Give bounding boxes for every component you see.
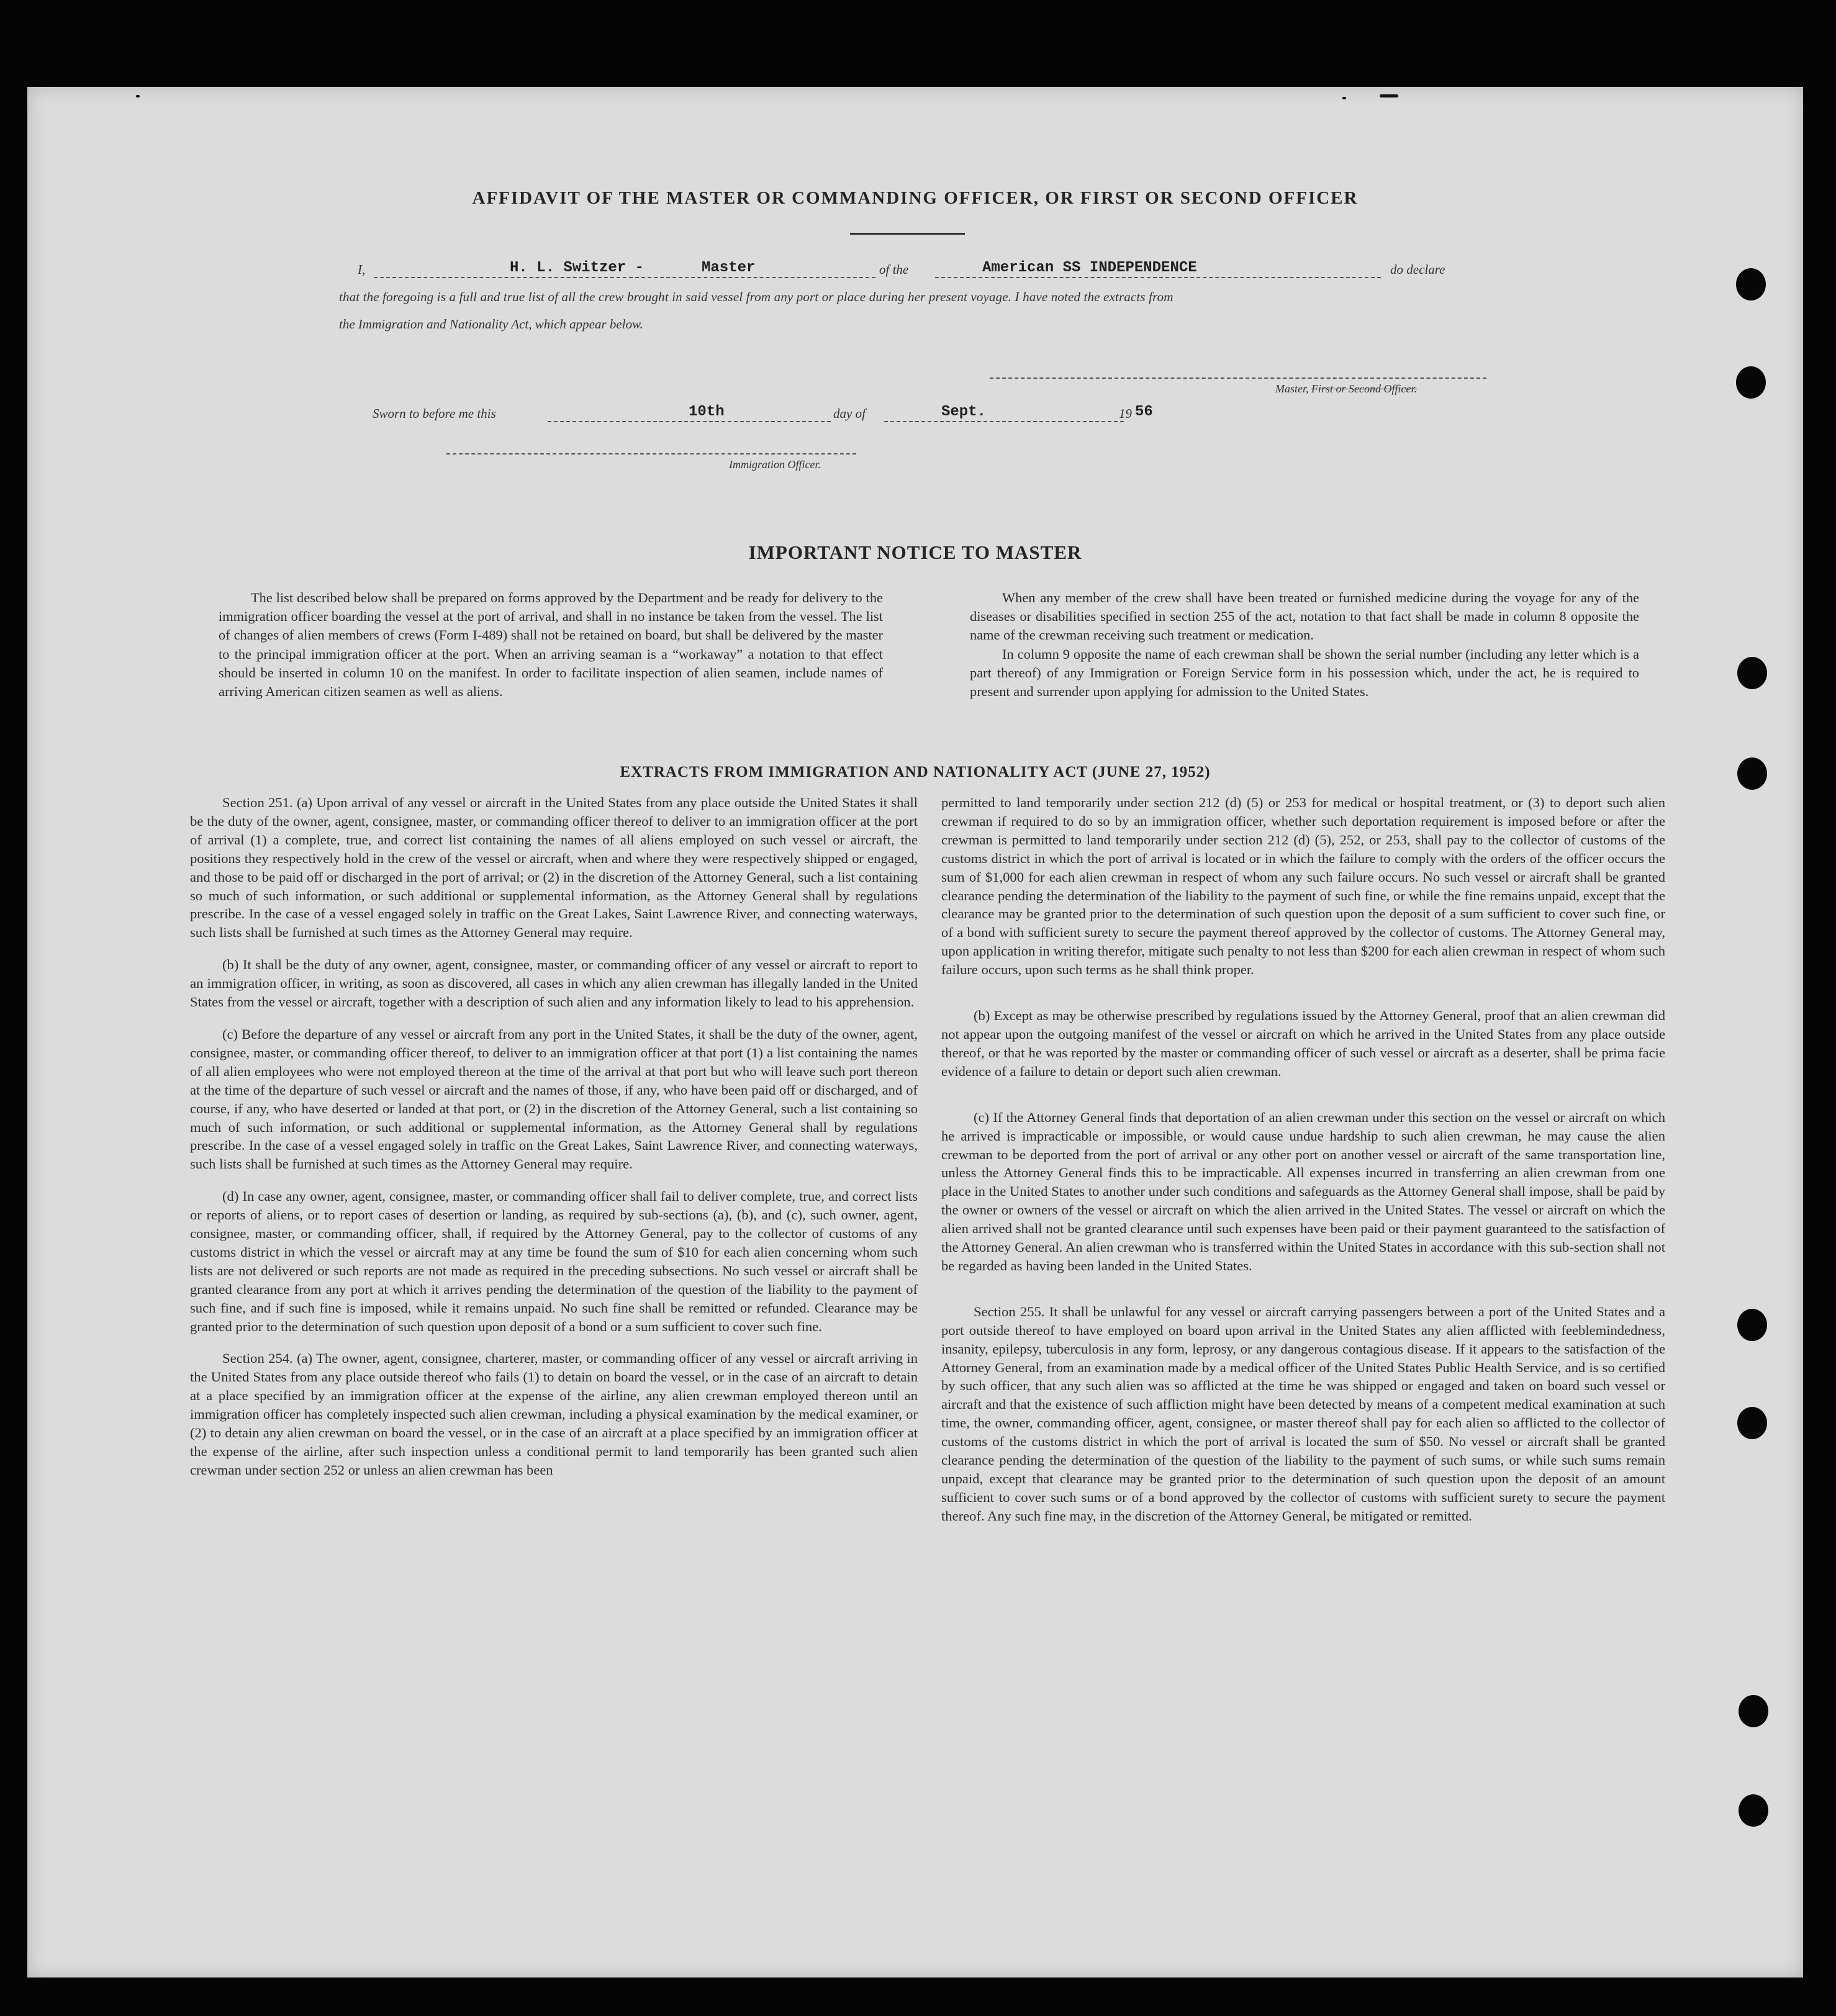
- scan-speck: [1380, 94, 1398, 97]
- notice-title: IMPORTANT NOTICE TO MASTER: [748, 541, 1082, 563]
- master-rank: Master: [702, 260, 756, 276]
- affidavit-title: AFFIDAVIT OF THE MASTER OR COMMANDING OFFICER, OR FIRST OR SECOND OFFICER: [472, 188, 1359, 208]
- notice-right-paragraph-1: When any member of the crew shall have been treated or furnished medicine during the voyage for any of the diseases or disabilities specified in section 255 of the act, notation to that fact shall be made in column 8 opposite the name of the crewman receiving such treatment or medication.: [970, 590, 1639, 643]
- vessel-line: [935, 277, 1381, 278]
- affidavit-line-2: that the foregoing is a full and true list of all the crew brought in said vessel from any port or place during her present voyage. I have noted the extracts from: [339, 289, 1174, 304]
- title-underline: [850, 233, 965, 235]
- day-of-label: day of: [833, 406, 866, 421]
- punch-hole: [1739, 1695, 1768, 1727]
- sworn-day: 10th: [689, 404, 725, 420]
- section-251-d: (d) In case any owner, agent, consignee, master, or commanding officer shall fail to deliver complete, true, and correct lists or reports of aliens, or to report cases of desertion or landing, as required by sub-sections (a), (b), and (c), such owner, agent, consignee, master, or commanding officer, shall, if required by the Attorney General, pay to the collector of customs of any customs district in which the vessel or aircraft may at any time be found the sum of $10 for each alien concerning whom such lists are not delivered or such reports are not made as required in the preceding subsections. No such vessel or aircraft shall be granted clearance from any port at which it arrives pending the determination of the question of the liability to the payment of such fine, and if such fine is imposed, while it remains unpaid. No such fine shall be remitted or refunded. Clearance may be granted prior to the determination of such question upon deposit of a bond or a sum sufficient to cover such fine.: [190, 1188, 918, 1334]
- section-254-a-continued: permitted to land temporarily under section 212 (d) (5) or 253 for medical or hospital treatment, or (3) to deport such alien crewman if required to do so by an immigration officer, whether such deportation requirement is imposed before or after the crewman is permitted to land temporarily under section 212 (d) (5), 252, or 253, shall pay to the collector of customs of the customs district in which the port of arrival is located or in which the failure to comply with the orders of the officer occurs the sum of $1,000 for each alien crewman in respect of whom any such failure occurs. No such vessel or aircraft shall be granted clearance pending the determination of the liability to the payment of such fine, or while the fine remains unpaid, except that the clearance may be granted prior to the determination of such question upon the deposit of a sum sufficient to cover such fine, or of a bond with sufficient surety to secure the payment thereof approved by the collector of customs. The Attorney General may, upon application in writing therefor, mitigate such penalty to not less than $200 for each alien crewman in respect of whom such failure occurs, upon such terms as he shall think proper.: [941, 795, 1665, 978]
- immigration-officer-line: [446, 453, 856, 454]
- do-declare-label: do declare: [1390, 262, 1445, 277]
- i-label: I,: [358, 262, 366, 277]
- section-251-b: (b) It shall be the duty of any owner, agent, consignee, master, or commanding officer of any vessel or aircraft to report to an immigration officer, in writing, as soon as discovered, all cases in which any alien crewman has illegally landed in the United States from the vessel or aircraft, together with a description of such alien and any information likely to lead to his apprehension.: [190, 957, 918, 1010]
- day-line: [548, 421, 831, 422]
- year-prefix: 19: [1119, 406, 1132, 421]
- punch-hole: [1736, 268, 1766, 301]
- of-the-label: of the: [879, 262, 909, 277]
- section-254-a: Section 254. (a) The owner, agent, consignee, charterer, master, or commanding officer of any vessel or aircraft arriving in the United States from any place outside thereof who fails (1) to detain on board the vessel, or in the case of an aircraft to detain at a place specified by an immigration officer at the expense of the airline, any alien crewman employed thereon until an immigration officer has completely inspected such alien crewman, including a physical examination by the medical examiner, or (2) to detain any alien crewman on board the vessel, or in the case of an aircraft at a place specified by an immigration officer at the expense of the airline, after such inspection unless a conditional permit to land temporarily has been granted such alien crewman under section 252 or unless an alien crewman has been: [190, 1350, 918, 1478]
- notice-left-paragraph: The list described below shall be prepared on forms approved by the Department and be ready for delivery to the immigration officer boarding the vessel at the port of arrival, and shall in no instance be taken from the vessel. The list of changes of alien members of crews (Form I-489) shall not be retained on board, but shall be delivered by the master to the principal immigration officer at the port. When an arriving seaman is a “workaway” a notation to that effect should be inserted in column 10 on the manifest. In order to facilitate inspection of alien seamen, include names of arriving American citizen seamen as well as aliens.: [219, 590, 883, 700]
- extracts-left-column: [190, 793, 918, 1480]
- master-signature-line: [990, 377, 1486, 379]
- name-rank-line: [374, 277, 875, 278]
- master-signature-caption: [1275, 382, 1417, 396]
- punch-hole: [1737, 657, 1767, 689]
- notice-right-column: [970, 589, 1639, 701]
- punch-hole: [1737, 1407, 1767, 1439]
- sworn-month: Sept.: [941, 404, 987, 420]
- section-255: Section 255. It shall be unlawful for any vessel or aircraft carrying passengers between a port of the United States and a port outside thereof to have employed on board upon arrival in the United States any alien afflicted with feeblemindedness, insanity, epilepsy, tuberculosis in any form, leprosy, or any dangerous contagious disease. If it appears to the satisfaction of the Attorney General, from an examination made by a medical officer of the United States Public Health Service, and is so certified by such officer, that any such alien was so afflicted at the time he was shipped or engaged and taken on board such vessel or aircraft and that the existence of such affliction might have been detected by means of a competent medical examination at such time, the owner, commanding officer, agent, consignee, or master thereof shall pay for each alien so afflicted to the collector of customs of the customs district in which the port of arrival is located the sum of $50. No vessel or aircraft shall be granted clearance pending the determination of the question of the liability to the payment of such sums, or while such sums remain unpaid, except that clearance may be granted prior to the determination of such question upon the deposit of an amount sufficient to cover such sums or of a bond approved by the collector of customs with sufficient surety to secure the payment thereof. Any such fine may, in the discretion of the Attorney General, be mitigated or remitted.: [941, 1303, 1665, 1524]
- document-page: [27, 87, 1803, 1978]
- month-line: [884, 421, 1124, 422]
- extracts-right-column: [941, 793, 1665, 1526]
- affidavit-line-3: the Immigration and Nationality Act, which appear below.: [339, 317, 643, 332]
- punch-hole: [1736, 366, 1766, 399]
- sworn-year: 56: [1135, 404, 1153, 420]
- struck-officer-caption: First or Second Officer.: [1311, 382, 1417, 395]
- section-254-b: (b) Except as may be otherwise prescribed by regulations issued by the Attorney General, proof that an alien crewman did not appear upon the outgoing manifest of the vessel or aircraft on which he arrived in the United States from any place outside thereof, or that he was reported by the master or commanding officer of such vessel or aircraft as a deserter, shall be prima facie evidence of a failure to detain or deport such alien crewman.: [941, 1008, 1665, 1079]
- punch-hole: [1737, 1309, 1767, 1341]
- notice-right-paragraph-2: In column 9 opposite the name of each crewman shall be shown the serial number (including any letter which is a part thereof) of any Immigration or Foreign Service form in his possession which, under the act, he is required to present and surrender upon applying for admission to the United States.: [970, 646, 1639, 700]
- immigration-officer-caption: Immigration Officer.: [729, 458, 821, 471]
- vessel-name: American SS INDEPENDENCE: [982, 260, 1197, 276]
- scan-speck: [1342, 97, 1346, 99]
- extracts-title: EXTRACTS FROM IMMIGRATION AND NATIONALITY ACT (JUNE 27, 1952): [620, 764, 1211, 780]
- section-251-c: (c) Before the departure of any vessel or aircraft from any port in the United States, it shall be the duty of the owner, agent, consignee, master, or commanding officer thereof, to deliver to an immigration officer at that port (1) a list containing the names of all alien employees who were not employed thereon at the time of the arrival at that port but who will leave such port thereon at the time of the departure of such vessel or aircraft and the names of those, if any, who have been paid off or discharged, and of course, if any, who have deserted or landed at that port, or (2) in the discretion of the Attorney General, such a list containing so much of such information, or such additional or supplemental information, as the Attorney General shall by regulations prescribe. In the case of a vessel engaged solely in traffic on the Great Lakes, Saint Lawrence River, and connecting waterways, such lists shall be furnished at such times as the Attorney General may require.: [190, 1026, 918, 1172]
- master-name: H. L. Switzer -: [510, 260, 644, 276]
- punch-hole: [1737, 757, 1767, 790]
- punch-hole: [1739, 1794, 1768, 1827]
- section-254-c: (c) If the Attorney General finds that deportation of an alien crewman under this section on the vessel or aircraft on which he arrived is impracticable or impossible, or would cause undue hardship to such alien crewman, he may cause the alien crewman to be deported from the port of arrival or any other port on another vessel or aircraft of the same transportation line, unless the Attorney General finds this to be impracticable. All expenses incurred in transferring an alien crewman from one place in the United States to another under such conditions and safeguards as the Attorney General shall impose, shall be paid by the owner or owners of the vessel or aircraft on which the alien arrived in the United States. The vessel or aircraft on which the alien arrived shall not be granted clearance until such expenses have been paid or their payment guaranteed to the satisfaction of the Attorney General. An alien crewman who is transferred within the United States in accordance with this sub-section shall not be regarded as having been landed in the United States.: [941, 1109, 1665, 1273]
- scan-speck: [136, 95, 140, 97]
- notice-left-column: [219, 589, 883, 701]
- sworn-label: Sworn to before me this: [373, 406, 496, 421]
- section-251-a: Section 251. (a) Upon arrival of any vessel or aircraft in the United States from any place outside the United States it shall be the duty of the owner, agent, consignee, master, or commanding officer thereof to deliver to an immigration officer at the port of arrival (1) a complete, true, and correct list containing the names of all aliens employed on such vessel or aircraft, the positions they respectively hold in the crew of the vessel or aircraft, when and where they were respectively shipped or engaged, and those to be paid off or discharged in the port of arrival; or (2) in the discretion of the Attorney General, such a list containing so much of such information, or such additional or supplemental information, as the Attorney General shall by regulations prescribe. In the case of a vessel engaged solely in traffic on the Great Lakes, Saint Lawrence River, and connecting waterways, such lists shall be furnished at such times as the Attorney General may require.: [190, 795, 918, 941]
- master-caption-text: Master,: [1275, 382, 1309, 395]
